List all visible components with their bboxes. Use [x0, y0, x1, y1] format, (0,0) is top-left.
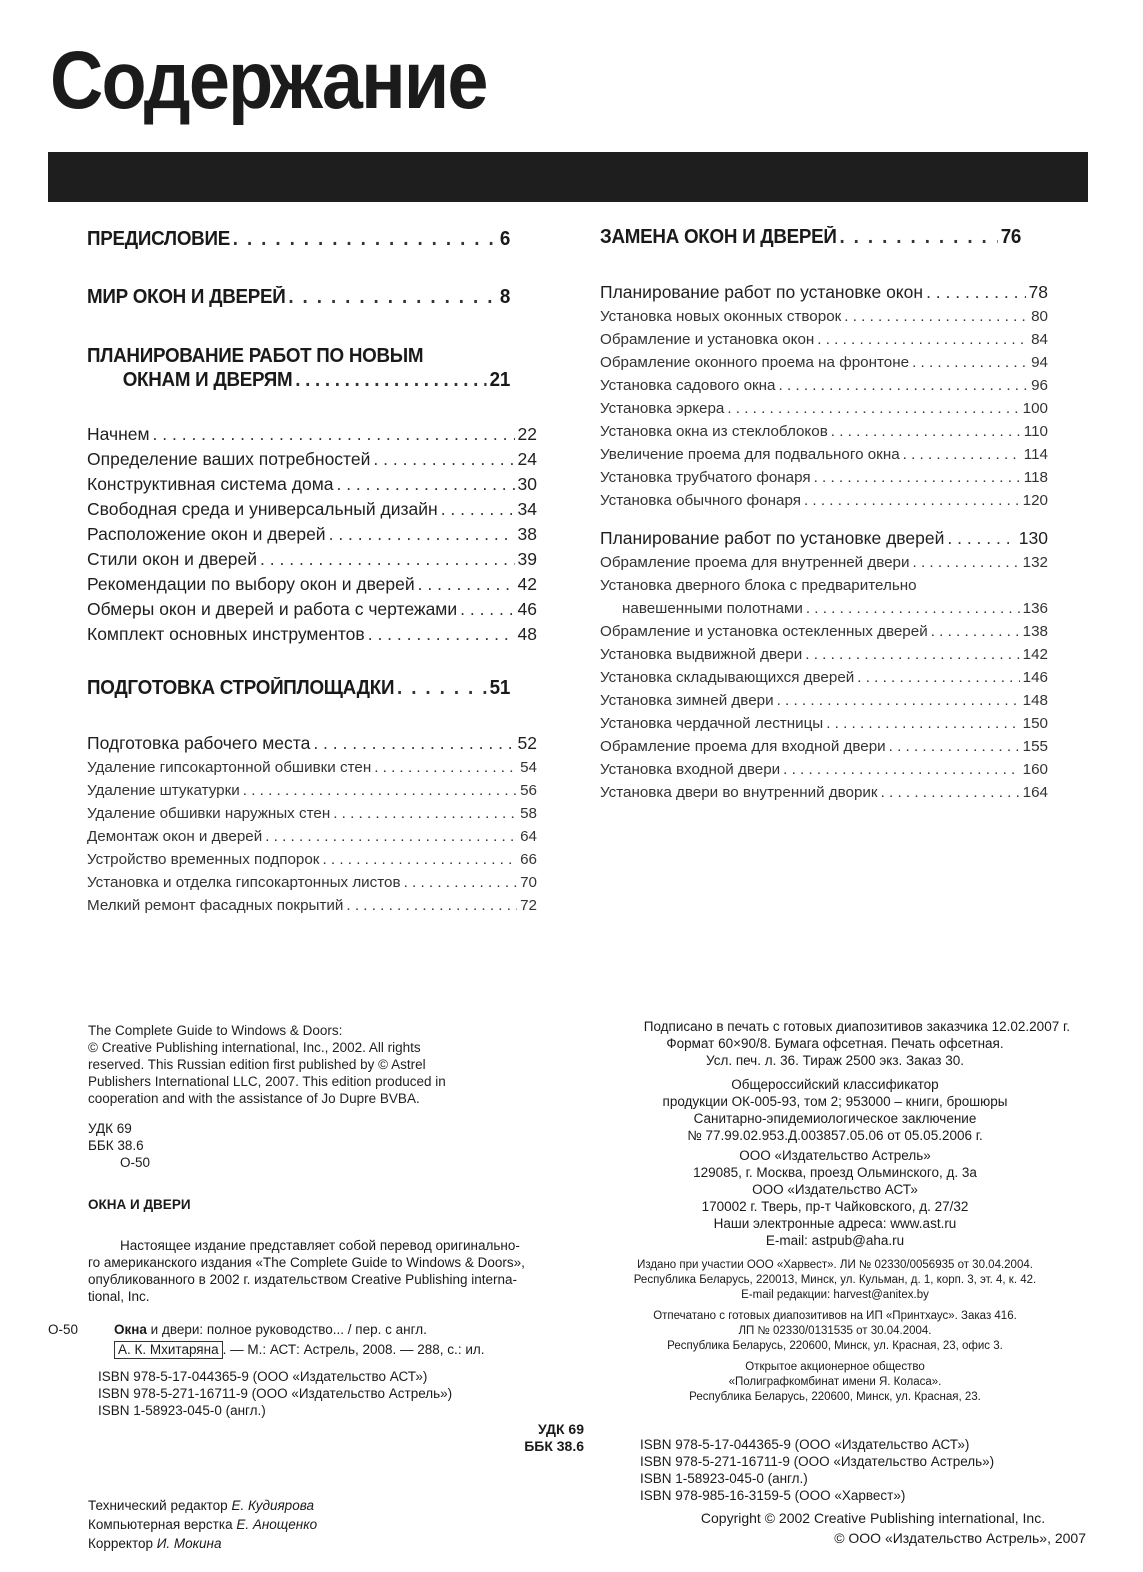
catalog-card: [48, 1320, 568, 1418]
catalog-title-bold: Окна: [114, 1322, 147, 1337]
toc-entry-title: Начнем: [87, 424, 150, 444]
imprint-print-info: [600, 1018, 1070, 1069]
toc-entry[interactable]: [600, 351, 1048, 374]
toc-entry-title: Мелкий ремонт фасадных покрытий: [87, 897, 344, 914]
toc-entry-title: Увеличение проема для подвального окна: [600, 446, 900, 463]
toc-entry-title: Планирование работ по установке дверей: [600, 528, 945, 548]
imprint-line: Республика Беларусь, 220600, Минск, ул. Красная, 23.: [689, 1391, 981, 1403]
toc-page-number: 76: [1000, 226, 1022, 248]
toc-entry-title: Установка входной двери: [600, 761, 781, 778]
copyright-line: Publishers International LLC, 2007. This edition produced in: [88, 1074, 446, 1089]
toc-entry[interactable]: [600, 735, 1048, 758]
toc-entry[interactable]: [87, 871, 537, 894]
toc-page-number: 164: [1022, 784, 1048, 801]
imprint-line: ООО «Издательство Астрель»: [739, 1148, 931, 1163]
isbn-line: ISBN 978-5-17-044365-9 (ООО «Издательство АСТ»): [98, 1369, 428, 1384]
copyright-english: [88, 1022, 508, 1107]
toc-page-number: 66: [520, 851, 537, 868]
toc-page-number: 120: [1022, 492, 1048, 509]
toc-entry-title: Установка выдвижной двери: [600, 646, 803, 663]
toc-entry-title: Обмеры окон и дверей и работа с чертежами: [87, 599, 458, 619]
toc-entry[interactable]: [600, 781, 1048, 804]
toc-page-number: 130: [1018, 528, 1048, 548]
toc-page-number: 46: [517, 599, 537, 619]
imprint-line: продукции ОК-005-93, том 2; 953000 – книги, брошюры: [662, 1094, 1008, 1109]
toc-entry[interactable]: [600, 689, 1048, 712]
toc-section-title: МИР ОКОН И ДВЕРЕЙ: [87, 286, 286, 308]
imprint-line: E-mail редакции: harvest@anitex.by: [741, 1289, 929, 1301]
toc-entry-title: Установка трубчатого фонаря: [600, 469, 811, 486]
toc-entry-title: Установка двери во внутренний дворик: [600, 784, 878, 801]
isbn-line: ISBN 978-985-16-3159-5 (ООО «Харвест»): [640, 1488, 906, 1503]
annotation: [88, 1237, 568, 1305]
toc-page-number: 54: [520, 759, 537, 776]
toc-entry[interactable]: [600, 328, 1048, 351]
imprint-publishers: [600, 1147, 1070, 1249]
toc-entry-title: Установка чердачной лестницы: [600, 715, 824, 732]
credit-name: Е. Кудиярова: [231, 1498, 314, 1513]
toc-entry-title: Конструктивная система дома: [87, 474, 334, 494]
imprint-line: Республика Беларусь, 220013, Минск, ул. Кульман, д. 1, корп. 3, эт. 4, к. 42.: [633, 1274, 1037, 1286]
imprint-line: Формат 60×90/8. Бумага офсетная. Печать офсетная.: [666, 1036, 1004, 1051]
copyright-notice: [620, 1508, 1086, 1548]
imprint-classifier: [600, 1076, 1070, 1144]
toc-entry-title: Установка складывающихся дверей: [600, 669, 855, 686]
toc-entry-title: Определение ваших потребностей: [87, 449, 371, 469]
toc-entry[interactable]: [87, 825, 537, 848]
toc-entry[interactable]: [600, 620, 1048, 643]
classification-codes-right: [518, 1421, 584, 1455]
toc-page-number: 155: [1022, 738, 1048, 755]
toc-entry-title: Демонтаж окон и дверей: [87, 828, 263, 845]
title-bar-decoration: [48, 152, 1088, 202]
toc-page-number: 42: [517, 574, 537, 594]
imprint-line: Издано при участии ООО «Харвест». ЛИ № 02330/0056935 от 30.04.2004.: [637, 1259, 1033, 1271]
toc-section-planning[interactable]: [87, 344, 510, 392]
toc-entry-title: Обрамление проема для входной двери: [600, 738, 886, 755]
isbn-line: ISBN 1-58923-045-0 (англ.): [98, 1403, 266, 1418]
toc-page-number: 6: [499, 228, 510, 250]
imprint-line: Республика Беларусь, 220600, Минск, ул. Красная, 23, офис 3.: [667, 1340, 1003, 1352]
toc-page-number: 38: [517, 524, 537, 544]
toc-section-world[interactable]: [87, 286, 510, 310]
toc-entry-title: Установка обычного фонаря: [600, 492, 801, 509]
toc-entry[interactable]: [87, 572, 537, 597]
toc-entry-title: Комплект основных инструментов: [87, 624, 365, 644]
toc-page-number: 146: [1022, 669, 1048, 686]
toc-entry[interactable]: [87, 472, 537, 497]
toc-entry-title: Обрамление и установка окон: [600, 331, 815, 348]
toc-entry-title: Установка и отделка гипсокартонных листов: [87, 874, 401, 891]
toc-page-number: 56: [520, 782, 537, 799]
toc-entry[interactable]: [600, 758, 1048, 781]
isbn-line: ISBN 1-58923-045-0 (англ.): [640, 1471, 808, 1486]
isbn-line: ISBN 978-5-271-16711-9 (ООО «Издательство Астрель»): [98, 1386, 453, 1401]
annotation-line: го американского издания «The Complete Guide to Windows & Doors»,: [88, 1255, 525, 1270]
imprint-line: 170002 г. Тверь, пр-т Чайковского, д. 27/32: [701, 1199, 969, 1214]
toc-entry[interactable]: [600, 374, 1048, 397]
credit-name: Е. Анощенко: [236, 1517, 318, 1532]
toc-page-number: 80: [1031, 308, 1048, 325]
credit-line: [88, 1496, 317, 1515]
toc-entry[interactable]: [600, 489, 1048, 512]
toc-entry[interactable]: [87, 447, 537, 472]
toc-entry[interactable]: [87, 802, 537, 825]
credit-name: И. Мокина: [156, 1536, 222, 1551]
toc-entry-title: Рекомендации по выбору окон и дверей: [87, 574, 415, 594]
toc-page-number: 100: [1022, 400, 1048, 417]
toc-page-number: 138: [1022, 623, 1048, 640]
toc-page-number: 84: [1031, 331, 1048, 348]
toc-page-number: 39: [517, 549, 537, 569]
toc-entry-title: Стили окон и дверей: [87, 549, 258, 569]
toc-page-number: 114: [1023, 446, 1048, 463]
toc-entry-title: Установка зимней двери: [600, 692, 774, 709]
toc-section-title: ПРЕДИСЛОВИЕ: [87, 228, 230, 250]
imprint: [600, 1018, 1070, 1408]
imprint-harvest: [600, 1258, 1070, 1303]
catalog-publisher: . — М.: АСТ: Астрель, 2008. — 288, с.: ил.: [222, 1342, 485, 1357]
toc-section-title-line1: ПЛАНИРОВАНИЕ РАБОТ ПО НОВЫМ: [87, 345, 424, 367]
credit-line: [88, 1515, 317, 1534]
imprint-kolas: [600, 1360, 1070, 1405]
toc-entry[interactable]: [87, 894, 537, 917]
toc-section-title: ПОДГОТОВКА СТРОЙПЛОЩАДКИ: [87, 677, 395, 699]
credits: [88, 1496, 317, 1553]
toc-entry-title: Установка окна из стеклоблоков: [600, 423, 828, 440]
toc-subsection[interactable]: [600, 526, 1048, 551]
toc-entry[interactable]: [87, 756, 537, 779]
annotation-line: Настоящее издание представляет собой перевод оригинально-: [120, 1238, 520, 1253]
toc-entry[interactable]: [600, 397, 1048, 420]
imprint-line: Общероссийский классификатор: [731, 1077, 939, 1092]
toc-subsection[interactable]: [87, 731, 537, 756]
copyright-line: © Creative Publishing international, Inc., 2002. All rights: [88, 1040, 421, 1055]
copyright-line: The Complete Guide to Windows & Doors:: [88, 1023, 343, 1038]
toc-section-replacement[interactable]: [600, 226, 1021, 250]
toc-entry-title: Удаление гипсокартонной обшивки стен: [87, 759, 372, 776]
toc-page-number: 96: [1031, 377, 1048, 394]
toc-page-number: 48: [517, 624, 537, 644]
imprint-line: Открытое акционерное общество: [745, 1361, 925, 1373]
imprint-line: Подписано в печать с готовых диапозитивов заказчика 12.02.2007 г.: [643, 1019, 1070, 1034]
toc-page-number: 24: [517, 449, 537, 469]
copyright-line: © ООО «Издательство Астрель», 2007: [834, 1530, 1086, 1546]
toc-entry-title: Расположение окон и дверей: [87, 524, 326, 544]
toc-page-number: 136: [1022, 600, 1048, 617]
toc-entry-title: Планирование работ по установке окон: [600, 282, 924, 302]
toc-page-number: 21: [489, 369, 510, 391]
toc-page-number: 78: [1028, 282, 1048, 302]
toc-entry[interactable]: [87, 522, 537, 547]
toc-entry-title: Обрамление и установка остекленных дверей: [600, 623, 928, 640]
imprint-line: Санитарно-эпидемиологическое заключение: [693, 1111, 977, 1126]
toc-page-number: 160: [1022, 761, 1048, 778]
toc-entry-title: Устройство временных подпорок: [87, 851, 320, 868]
toc-entry[interactable]: [600, 420, 1048, 443]
udk-code: УДК 69: [538, 1421, 584, 1437]
toc-entry-title-line2: навешенными полотнами: [622, 600, 803, 617]
imprint-line: 129085, г. Москва, проезд Ольминского, д. 3а: [693, 1165, 977, 1180]
toc-list-site-prep: [87, 756, 537, 917]
credit-role: Технический редактор: [88, 1498, 232, 1513]
toc-page-number: 132: [1022, 554, 1048, 571]
toc-page-number: 30: [517, 474, 537, 494]
toc-entry-wrapped[interactable]: [600, 574, 1048, 620]
copyright-line: reserved. This Russian edition first published by © Astrel: [88, 1057, 426, 1072]
page-title: Содержание: [50, 35, 487, 126]
copyright-line: cooperation and with the assistance of Jo Dupre BVBA.: [88, 1091, 420, 1106]
toc-entry[interactable]: [600, 666, 1048, 689]
toc-page-number: 118: [1023, 469, 1048, 486]
toc-entry[interactable]: [600, 712, 1048, 735]
imprint-line: Отпечатано с готовых диапозитивов на ИП «Принтхаус». Заказ 416.: [653, 1310, 1017, 1322]
toc-list-windows: [600, 305, 1048, 512]
toc-entry-title: Обрамление проема для внутренней двери: [600, 554, 910, 571]
imprint-line: ООО «Издательство АСТ»: [752, 1182, 918, 1197]
toc-entry-title-line1: Установка дверного блока с предварительно: [600, 577, 917, 594]
classification-codes: [88, 1120, 150, 1171]
imprint-line: № 77.99.02.953.Д.003857.05.06 от 05.05.2006 г.: [687, 1128, 983, 1143]
toc-list-planning: [87, 422, 537, 647]
imprint-line: Усл. печ. л. 36. Тираж 2500 экз. Заказ 30.: [706, 1053, 964, 1068]
toc-page-number: 22: [517, 424, 537, 444]
imprint-line: Наши электронные адреса: www.ast.ru: [713, 1216, 957, 1231]
toc-entry-title: Установка новых оконных створок: [600, 308, 842, 325]
toc-page-number: 94: [1031, 354, 1048, 371]
toc-entry-title: Установка садового окна: [600, 377, 776, 394]
udk-code: УДК 69: [88, 1121, 132, 1136]
isbn-list: [640, 1436, 994, 1504]
toc-page-number: 150: [1022, 715, 1048, 732]
toc-entry[interactable]: [600, 551, 1048, 574]
toc-entry[interactable]: [87, 622, 537, 647]
toc-entry[interactable]: [87, 547, 537, 572]
toc-page-number: 51: [489, 677, 510, 699]
toc-list-doors: [600, 551, 1048, 804]
imprint-printhouse: [600, 1309, 1070, 1354]
toc-page-number: 8: [499, 286, 510, 308]
toc-page-number: 58: [520, 805, 537, 822]
copyright-line: Copyright © 2002 Creative Publishing international, Inc.: [700, 1510, 1046, 1526]
toc-page-number: 148: [1022, 692, 1048, 709]
translator-box: А. К. Мхитаряна: [114, 1341, 223, 1359]
imprint-line: E-mail: astpub@aha.ru: [765, 1233, 905, 1248]
toc-entry-title: Установка эркера: [600, 400, 725, 417]
toc-section-foreword[interactable]: [87, 228, 510, 252]
imprint-line: ЛП № 02330/0131535 от 30.04.2004.: [738, 1325, 932, 1337]
book-title: ОКНА И ДВЕРИ: [88, 1197, 191, 1212]
toc-entry[interactable]: [600, 443, 1048, 466]
toc-left-column: [87, 228, 537, 917]
toc-section-title-line2: ОКНАМ И ДВЕРЯМ: [122, 369, 293, 391]
credit-line: [88, 1534, 317, 1553]
isbn-line: ISBN 978-5-17-044365-9 (ООО «Издательство АСТ»): [640, 1437, 970, 1452]
toc-entry-title: Свободная среда и универсальный дизайн: [87, 499, 438, 519]
toc-page-number: 110: [1023, 423, 1048, 440]
toc-entry[interactable]: [600, 643, 1048, 666]
toc-entry[interactable]: [87, 422, 537, 447]
annotation-line: опубликованного в 2002 г. издательством Creative Publishing interna-: [88, 1272, 518, 1287]
imprint-line: «Полиграфкомбинат имени Я. Коласа».: [728, 1376, 942, 1388]
toc-section-title: ЗАМЕНА ОКОН И ДВЕРЕЙ: [600, 226, 837, 248]
catalog-code: О-50: [48, 1322, 79, 1337]
toc-subsection[interactable]: [600, 280, 1048, 305]
annotation-line: tional, Inc.: [88, 1289, 150, 1304]
toc-page-number: 142: [1022, 646, 1048, 663]
toc-section-site-prep[interactable]: [87, 677, 510, 701]
toc-entry[interactable]: [87, 597, 537, 622]
bbk-code: ББК 38.6: [524, 1438, 584, 1454]
toc-page-number: 70: [520, 874, 537, 891]
toc-entry[interactable]: [600, 466, 1048, 489]
toc-entry-title: Обрамление оконного проема на фронтоне: [600, 354, 910, 371]
toc-page-number: 72: [520, 897, 537, 914]
catalog-title-rest: и двери: полное руководство... / пер. с англ.: [146, 1322, 427, 1337]
credit-role: Компьютерная верстка: [88, 1517, 237, 1532]
bbk-code: ББК 38.6: [88, 1138, 144, 1153]
toc-page-number: 34: [517, 499, 537, 519]
isbn-line: ISBN 978-5-271-16711-9 (ООО «Издательство Астрель»): [640, 1454, 995, 1469]
toc-entry-title: Удаление штукатурки: [87, 782, 240, 799]
toc-page-number: 52: [517, 733, 537, 753]
toc-entry[interactable]: [87, 497, 537, 522]
toc-entry[interactable]: [87, 848, 537, 871]
toc-right-column: [600, 226, 1048, 804]
toc-entry-title: Подготовка рабочего места: [87, 733, 311, 753]
toc-entry[interactable]: [600, 305, 1048, 328]
author-sign: О-50: [120, 1155, 151, 1170]
toc-entry[interactable]: [87, 779, 537, 802]
toc-entry-title: Удаление обшивки наружных стен: [87, 805, 331, 822]
credit-role: Корректор: [88, 1536, 157, 1551]
toc-page-number: 64: [520, 828, 537, 845]
